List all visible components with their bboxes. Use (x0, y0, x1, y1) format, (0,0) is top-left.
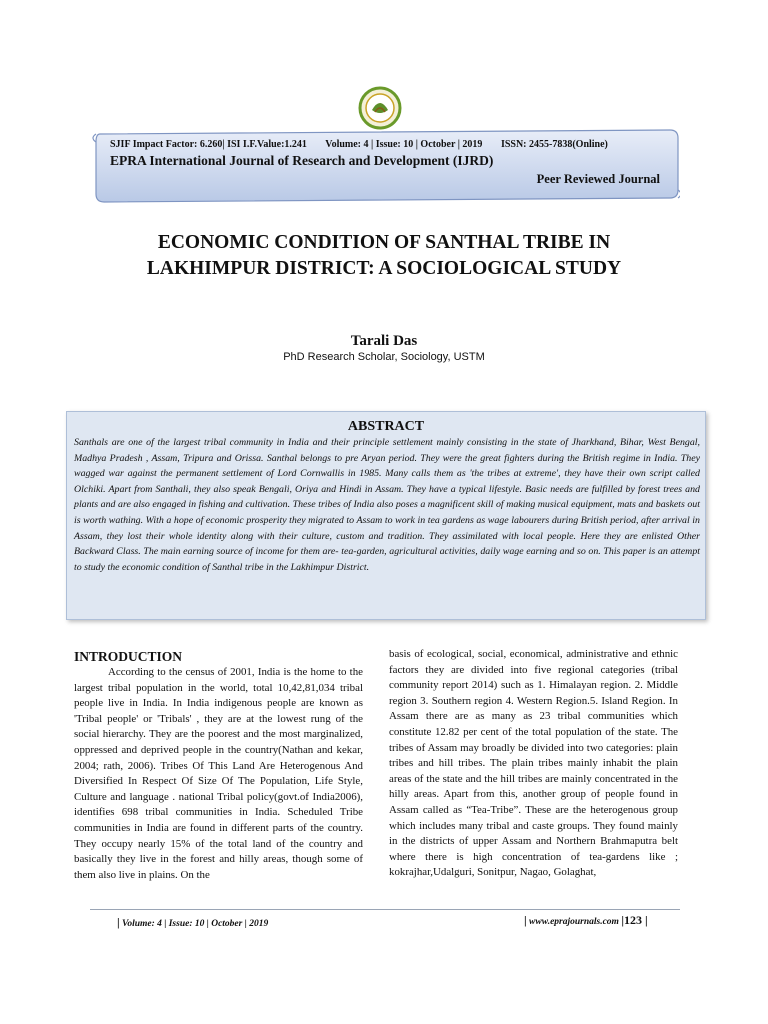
title-line-2: LAKHIMPUR DISTRICT: A SOCIOLOGICAL STUDY (146, 258, 622, 279)
footer-divider (90, 909, 680, 910)
introduction-heading: INTRODUCTION (74, 649, 183, 664)
footer-issue-info: | Volume: 4 | Issue: 10 | October | 2019 (117, 915, 269, 929)
abstract-text: Santhals are one of the largest tribal community in India and their principle settlement mainly consisting in the state of Jharkhand, Bihar, West Bengal, Madhya Pradesh , Assam, Tripura and Orissa. Santhal belongs to pre Aryan period. They were the great fighters during the British regime in India. They wagged war against the permanent settlement of Lord Cornwallis in 1985. Many calls them as 'the tribes at extreme', they have their own script called Olchiki. Apart from Santhali, they also speak Bengali, Oriya and Hindi in Assam. They have a typical lifestyle. Basic needs are fulfilled by forest trees and plants and are also engaged in fishing and cultivation. These tribes of India also poses a magnificent skill of making musical equipment, mats and baskets out is worth wathing. With a hope of economic prosperity they migrated to Assam to work in tea gardens as wage labourers during British period, after arrival in Assam, they lost their whole identity along with their culture, custom and tradition. They assimilated with local people. Here they are enlisted Other Backward Class. The main earning source of income for them are- tea-garden, agricultural activities, daily wage earning and so on. This paper is an attempt to study the economic condition of Santhal tribe in the Lakhimpur District. (74, 437, 700, 573)
paper-title (60, 230, 708, 282)
footer-month: October (211, 919, 243, 929)
page-number: 123 (623, 913, 642, 927)
footer-issue: Issue: 10 (168, 919, 205, 929)
body-column-right (389, 647, 678, 881)
introduction-paragraph: According to the census of 2001, India is the home to the largest tribal population in the world, total 10,42,81,034 tribal people live in India. In India indigenous people are known as 'Tribal people' or 'Tribals' , they are at the lowest rung of the social hierarchy. They are the poorest and the most marginalized, oppressed and deprived people in the country(Nathan and kekar, 2004; rath, 2006). Tribes Of This Land Are Heterogenous And Diversified In Respect Of Size Of The Population, Life Style, Culture and language . national Tribal policy(govt.of India2006), identifies 698 tribal communities in India. Scheduled Tribe communities in India are found in different parts of the country. They occupy nearly 15% of the total land of the country and basically they live in the forest and hilly areas, though some of them also live in plains. On the (74, 666, 363, 881)
volume-issue: Volume: 4 | Issue: 10 | October | 2019 (325, 139, 483, 150)
title-line-1: ECONOMIC CONDITION OF SANTHAL TRIBE IN (157, 232, 611, 253)
footer-site-info: | www.eprajournals.com |123 | (524, 913, 648, 927)
footer-website[interactable]: www.eprajournals.com (529, 917, 619, 927)
author-affiliation: PhD Research Scholar, Sociology, USTM (283, 351, 485, 363)
impact-factor: SJIF Impact Factor: 6.260| ISI I.F.Value:1.241 (110, 139, 307, 150)
footer-volume: Volume: 4 (122, 919, 162, 929)
journal-banner (90, 128, 680, 204)
abstract-heading: ABSTRACT (347, 419, 425, 434)
journal-logo (358, 86, 402, 130)
issn: ISSN: 2455-7838(Online) (500, 139, 608, 150)
body-column-left (74, 665, 363, 883)
introduction-paragraph-continued: basis of ecological, social, economical, administrative and ethnic factors they are divided into five regional categories (tribal community report 2014) such as 1. Himalayan region. 2. Middle region 3. Southern region 4. Western Region.5. Island Region. In Assam there are as many as 23 tribal communities which constitute 12.82 per cent of the total population of the state. The tribes of Assam may broadly be divided into two categories: plain tribes and hill tribes. The plain tribes mainly inhabit the plain areas of the state and the hill tribes are mainly concentrated in the hilly areas. Apart from this, another group of people found in Assam called as “Tea-Tribe”. These are the heterogenous group which includes many tribal and caste groups. They found mainly in the districts of upper Assam and Northern Brahmaputra belt where there is high concentration of tea-gardens like ; kokrajhar,Udalguri, Sonitpur, Nagao, Golaghat, (389, 648, 678, 879)
journal-name: EPRA International Journal of Research and Development (IJRD) (110, 153, 494, 168)
abstract-box (66, 411, 706, 620)
footer-year: 2019 (249, 919, 269, 929)
peer-reviewed-label: Peer Reviewed Journal (536, 172, 660, 186)
author-name: Tarali Das (350, 333, 418, 349)
